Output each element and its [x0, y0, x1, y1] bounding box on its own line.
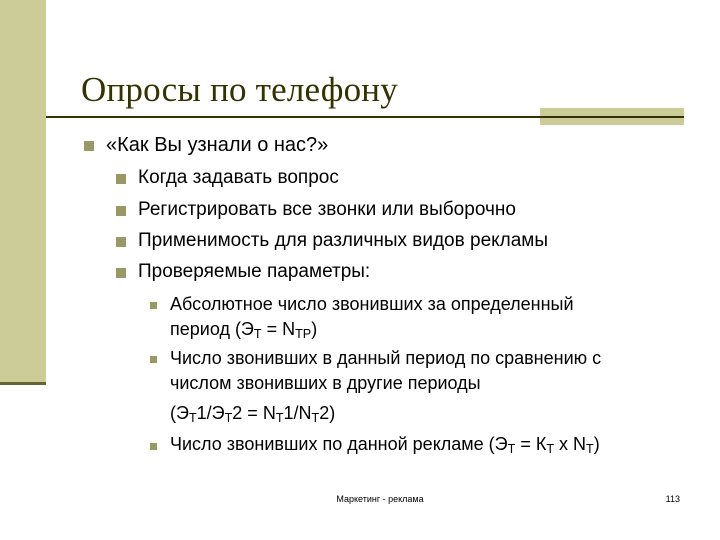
- decorative-side-bar: [0, 0, 46, 382]
- bullet-level3-formula: $(Э_Т1/Э_Т2 = N_Т1/N_Т2)$: [170, 403, 336, 425]
- slide-title: Опросы по телефону: [81, 70, 398, 109]
- page-number: 113: [665, 494, 680, 504]
- bullet-square-icon: [84, 141, 94, 151]
- bullet-level2-text: Проверяемые параметры:: [138, 261, 371, 282]
- bullet-square-icon: [150, 443, 157, 450]
- bullet-level1-text: «Как Вы узнали о нас?»: [106, 134, 329, 156]
- bullet-square-icon: [116, 268, 126, 278]
- bullet-level3-text-cont: числом звонивших в другие периоды: [170, 373, 481, 393]
- bullet-level3-text: Абсолютное число звонивших за определенный: [170, 294, 574, 314]
- bullet-level2-text: Когда задавать вопрос: [138, 167, 339, 188]
- bullet-square-icon: [116, 174, 126, 184]
- bullet-level2-text: Применимость для различных видов рекламы: [138, 230, 549, 251]
- bullet-level3-text: Число звонивших по данной рекламе ($Э_Т = К_Т$ х $N_Т$): [170, 434, 600, 456]
- bullet-square-icon: [116, 237, 126, 247]
- title-rule: [46, 116, 684, 118]
- bullet-square-icon: [116, 206, 126, 216]
- side-bar-underline: [0, 382, 46, 385]
- footer-text: Маркетинг - реклама: [336, 494, 424, 504]
- bullet-square-icon: [150, 302, 157, 309]
- bullet-square-icon: [150, 356, 157, 363]
- bullet-level3-text-cont: период $(Э_Т = N_{ТР})$: [170, 319, 318, 341]
- bullet-level3-text: Число звонивших в данный период по сравнению с: [170, 348, 602, 368]
- bullet-level2-text: Регистрировать все звонки или выборочно: [138, 199, 516, 220]
